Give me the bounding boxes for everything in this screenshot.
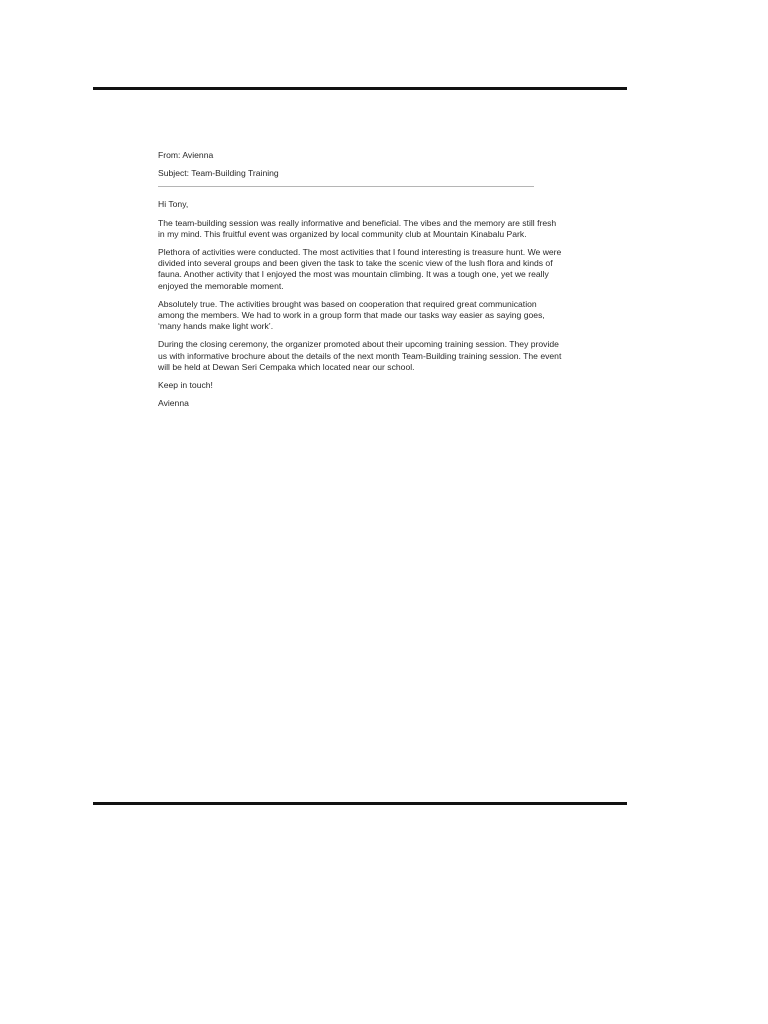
bottom-rule xyxy=(93,802,627,805)
signature: Avienna xyxy=(158,398,189,409)
closing-line: Keep in touch! xyxy=(158,380,213,391)
from-line: From: Avienna xyxy=(158,150,214,160)
body-paragraph-1: The team-building session was really informative and beneficial. The vibes and the memory are still fresh in my mind. This fruitful event was organized by local community club at Mountain Kinabalu Park. xyxy=(158,217,557,239)
email-letter xyxy=(158,150,564,416)
header-separator xyxy=(158,186,534,187)
greeting: Hi Tony, xyxy=(158,199,189,210)
top-rule xyxy=(93,87,627,90)
body-paragraph-2: Plethora of activities were conducted. The most activities that I found interesting is treasure hunt. We were divided into several groups and been given the task to take the scenic view of the lush flora and kinds of fauna. Another activity that I enjoyed the most was mountain climbing. It was a tough one, yet we really enjoyed the memorable moment. xyxy=(158,247,562,291)
body-paragraph-3: Absolutely true. The activities brought was based on cooperation that required great communication among the members. We had to work in a group form that made our tasks way easier as saying goes, ‘many hands make light work’. xyxy=(158,298,545,332)
subject-line: Subject: Team-Building Training xyxy=(158,168,279,179)
body-paragraph-4: During the closing ceremony, the organizer promoted about their upcoming training session. They provide us with informative brochure about the details of the next month Team-Building training session. The event will be held at Dewan Seri Cempaka which located near our school. xyxy=(158,339,562,372)
